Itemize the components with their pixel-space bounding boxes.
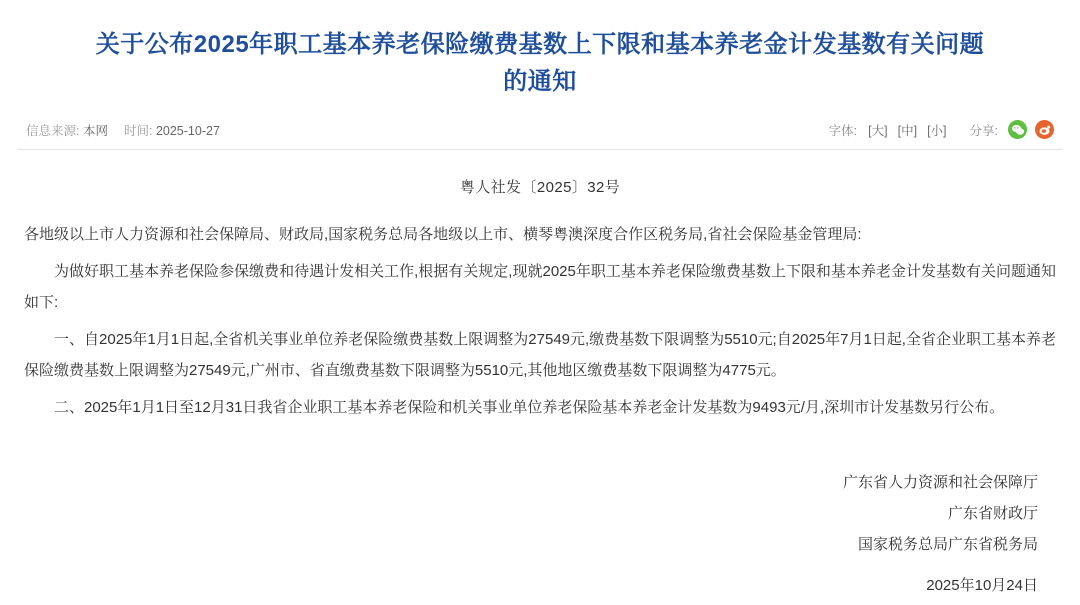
time-group [124, 121, 220, 139]
paragraph-intro: 为做好职工基本养老保险参保缴费和待遇计发相关工作,根据有关规定,现就2025年职工基本养老保险缴费基数上下限和基本养老金计发基数有关问题通知如下: [24, 263, 1056, 311]
signature-date: 2025年10月24日 [926, 577, 1038, 594]
weibo-icon[interactable] [1035, 120, 1054, 139]
wechat-icon[interactable] [1008, 120, 1027, 139]
paragraph-recipients: 各地级以上市人力资源和社会保障局、财政局,国家税务总局各地级以上市、横琴粤澳深度合作区税务局,省社会保险基金管理局: [24, 226, 862, 243]
document-number: 粤人社发〔2025〕32号 [459, 179, 621, 196]
source-value: 本网 [82, 123, 108, 138]
share-label: 分享: [969, 123, 998, 138]
signature-line-3: 国家税务总局广东省税务局 [857, 536, 1038, 553]
signature-line-2: 广东省财政厅 [947, 505, 1038, 522]
font-size-large-button[interactable]: [大] [868, 123, 888, 138]
signature-block [24, 467, 1056, 601]
font-size-medium-button[interactable]: [中] [897, 123, 918, 138]
paragraph-item-1: 一、自2025年1月1日起,全省机关事业单位养老保险缴费基数上限调整为27549元,缴费基数下限调整为5510元;自2025年7月1日起,全省企业职工基本养老保险缴费基数上限调整为27549元,广州市、省直缴费基数下限调整为5510元,其他地区缴费基数下限调整为4775元。 [24, 331, 1056, 379]
font-size-small-button[interactable]: [小] [927, 123, 947, 138]
source-group [26, 121, 108, 139]
article-content [18, 176, 1062, 601]
meta-source-time [26, 121, 220, 139]
time-value: 2025-10-27 [155, 123, 220, 138]
paragraph-item-2: 二、2025年1月1日至12月31日我省企业职工基本养老保险和机关事业单位养老保险基本养老金计发基数为9493元/月,深圳市计发基数另行公布。 [54, 399, 1005, 416]
time-label: 时间: [123, 123, 153, 138]
page-title: 关于公布2025年职工基本养老保险缴费基数上下限和基本养老金计发基数有关问题的通知 [95, 31, 985, 95]
meta-tools [829, 120, 1054, 139]
source-label: 信息来源: [26, 123, 80, 138]
font-size-label: 字体: [828, 123, 858, 138]
article-meta-bar [18, 106, 1062, 150]
signature-line-1: 广东省人力资源和社会保障厅 [842, 474, 1038, 491]
